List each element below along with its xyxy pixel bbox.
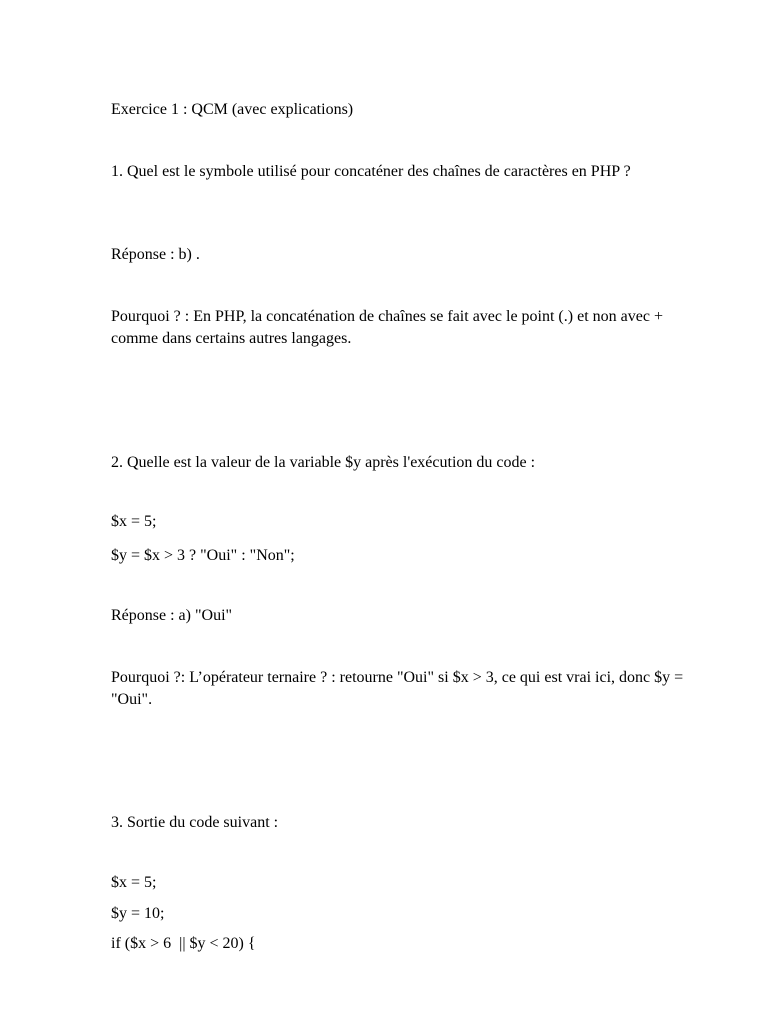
question-2-answer: Réponse : a) "Oui" xyxy=(111,607,233,624)
question-1-explanation: Pourquoi ? : En PHP, la concaténation de chaînes se fait avec le point (.) et non avec + comme dans certains autres langages. xyxy=(111,308,663,347)
question-1-text: 1. Quel est le symbole utilisé pour concaténer des chaînes de caractères en PHP ? xyxy=(111,163,631,180)
question-2-code-line-1: $x = 5; xyxy=(111,513,157,530)
question-3-text: 3. Sortie du code suivant : xyxy=(111,814,279,831)
question-2-explanation: Pourquoi ?: L’opérateur ternaire ? : retourne "Oui" si $x > 3, ce qui est vrai ici, donc $y = "Oui". xyxy=(111,669,684,708)
question-2-code-line-2: $y = $x > 3 ? "Oui" : "Non"; xyxy=(111,547,295,564)
question-1-answer: Réponse : b) . xyxy=(111,246,200,263)
question-3-code-line-3: if ($x > 6 || $y < 20) { xyxy=(111,935,256,952)
exercise-title: Exercice 1 : QCM (avec explications) xyxy=(111,101,354,118)
question-2-text: 2. Quelle est la valeur de la variable $y après l'exécution du code : xyxy=(111,454,536,471)
question-3-code-line-1: $x = 5; xyxy=(111,874,157,891)
question-3-code-line-2: $y = 10; xyxy=(111,905,165,922)
